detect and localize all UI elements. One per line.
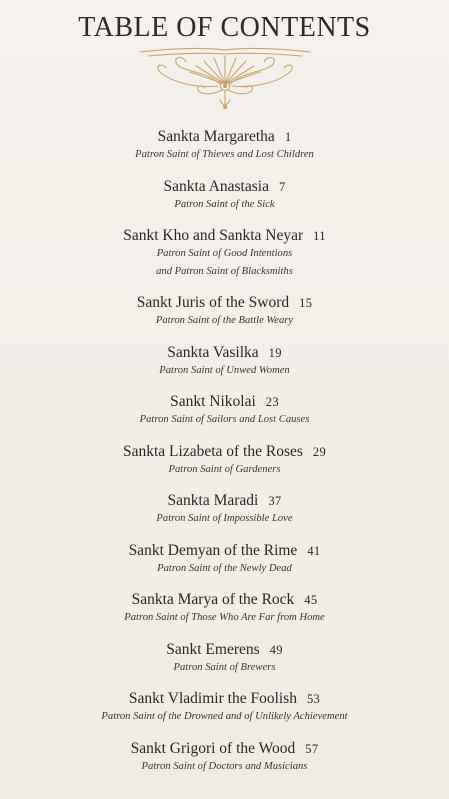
toc-entry-title-line bbox=[123, 443, 326, 461]
toc-entry-subtitle: Patron Saint of the Battle Weary bbox=[155, 315, 294, 326]
toc-entry bbox=[101, 690, 347, 726]
toc-entry-subtitle: Patron Saint of Brewers bbox=[173, 661, 276, 673]
toc-entry-subtitle: Patron Saint of the Drowned and of Unlikely Achievement bbox=[101, 711, 348, 722]
toc-entry-page-number: 45 bbox=[304, 593, 318, 607]
toc-entry-subtitle: Patron Saint of Those Who Are Far from Home bbox=[124, 612, 325, 623]
toc-entry-name: Sankt Grigori of the Wood bbox=[130, 739, 296, 757]
table-of-contents bbox=[0, 128, 449, 789]
toc-entry-title-line bbox=[131, 740, 319, 758]
toc-entry bbox=[140, 393, 310, 429]
toc-entry-title-line bbox=[156, 492, 292, 510]
toc-entry-page-number: 11 bbox=[313, 229, 326, 243]
toc-entry-name: Sankta Lizabeta of the Roses bbox=[122, 442, 303, 460]
toc-entry-page-number: 1 bbox=[284, 130, 292, 144]
toc-entry-title-line bbox=[123, 227, 326, 245]
toc-entry-subtitle: Patron Saint of Impossible Love bbox=[156, 513, 293, 524]
toc-entry-name: Sankta Margaretha bbox=[157, 128, 275, 145]
toc-entry-title-line bbox=[140, 393, 310, 411]
toc-entry-subtitle: Patron Saint of Unwed Women bbox=[159, 364, 290, 376]
toc-entry-name: Sankta Vasilka bbox=[167, 343, 259, 361]
toc-entry-title-line bbox=[137, 294, 313, 312]
toc-entry-title-line bbox=[101, 690, 347, 708]
toc-entry bbox=[159, 344, 289, 380]
toc-entry-page-number: 41 bbox=[307, 543, 321, 558]
toc-entry-subtitle: Patron Saint of Thieves and Lost Children bbox=[135, 149, 314, 160]
toc-entry-page-number: 53 bbox=[306, 692, 321, 706]
toc-entry bbox=[137, 294, 313, 330]
toc-entry bbox=[135, 128, 314, 164]
toc-entry bbox=[163, 178, 285, 214]
toc-entry-title-line bbox=[166, 641, 283, 659]
toc-entry-title-line bbox=[135, 128, 314, 146]
toc-entry-name: Sankta Anastasia bbox=[163, 177, 269, 195]
toc-entry-name: Sankt Juris of the Sword bbox=[136, 294, 290, 311]
toc-entry-subtitle: Patron Saint of the Sick bbox=[174, 198, 275, 210]
toc-entry-name: Sankt Kho and Sankta Neyar bbox=[123, 227, 304, 244]
toc-entry-page-number: 37 bbox=[268, 494, 282, 508]
toc-entry bbox=[131, 740, 319, 776]
page-title: TABLE OF CONTENTS bbox=[78, 12, 371, 43]
toc-entry-subtitle: Patron Saint of Sailors and Lost Causes bbox=[139, 414, 310, 425]
toc-entry-title-line bbox=[129, 542, 321, 560]
toc-entry-page-number: 15 bbox=[299, 296, 313, 310]
toc-entry-subtitle: Patron Saint of the Newly Dead bbox=[157, 562, 292, 574]
toc-entry-name: Sankt Emerens bbox=[166, 640, 260, 658]
toc-entry bbox=[166, 641, 283, 677]
toc-entry bbox=[156, 492, 292, 528]
toc-entry-title-line bbox=[163, 178, 285, 196]
toc-entry-name: Sankta Maradi bbox=[167, 492, 259, 509]
toc-entry-page-number: 23 bbox=[265, 395, 279, 409]
toc-entry bbox=[124, 591, 325, 627]
toc-entry-page-number: 57 bbox=[305, 741, 319, 756]
toc-entry-name: Sankt Nikolai bbox=[170, 393, 256, 410]
toc-entry-subtitle: Patron Saint of Good Intentions bbox=[156, 248, 293, 259]
toc-entry-name: Sankt Vladimir the Foolish bbox=[128, 690, 297, 707]
toc-entry-subtitle: and Patron Saint of Blacksmiths bbox=[156, 265, 293, 277]
toc-entry-page-number: 49 bbox=[269, 642, 283, 657]
toc-entry-subtitle: Patron Saint of Doctors and Musicians bbox=[141, 760, 308, 772]
toc-entry-name: Sankt Demyan of the Rime bbox=[128, 541, 298, 559]
toc-entry-page-number: 19 bbox=[268, 345, 282, 360]
toc-entry-title-line bbox=[124, 591, 325, 609]
toc-entry-page-number: 29 bbox=[312, 444, 327, 459]
toc-entry-page-number: 7 bbox=[278, 179, 286, 194]
gold-sunburst-ornament-icon bbox=[134, 44, 316, 112]
toc-entry bbox=[123, 443, 326, 479]
toc-entry-name: Sankta Marya of the Rock bbox=[131, 591, 295, 608]
toc-entry bbox=[123, 227, 326, 280]
toc-entry-subtitle: Patron Saint of Gardeners bbox=[168, 463, 281, 475]
toc-entry bbox=[129, 542, 321, 578]
toc-entry-title-line bbox=[159, 344, 289, 362]
